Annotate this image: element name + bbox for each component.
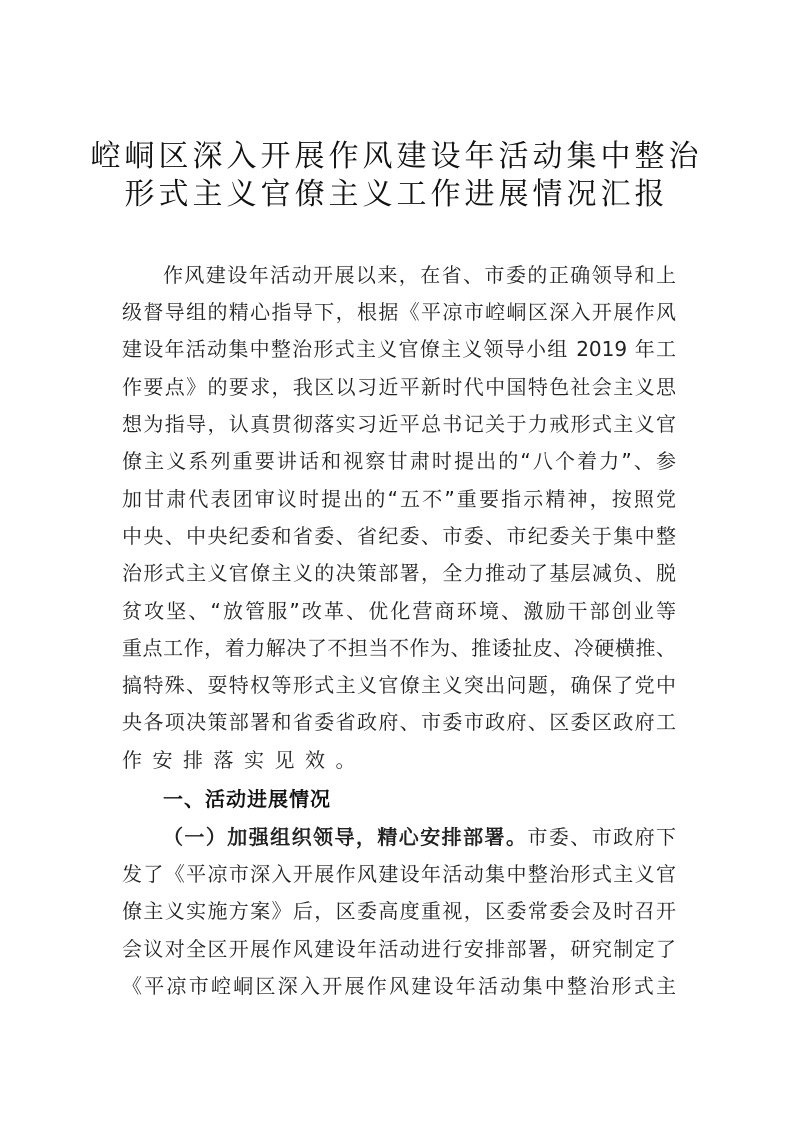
subsection-text: 市委、市政府下	[527, 825, 677, 849]
paragraph-line: 央各项决策部署和省委省政府、市委市政府、区委区政府工	[122, 710, 676, 734]
paragraph-line: 会议对全区开展作风建设年活动进行安排部署，研究制定了	[122, 937, 676, 961]
paragraph-line: 僚主义系列重要讲话和视察甘肃时提出的“八个着力”、参	[122, 449, 676, 473]
paragraph-line: 作风建设年活动开展以来，在省、市委的正确领导和上	[163, 263, 676, 287]
paragraph-line: 作安排落实见效。	[122, 748, 366, 772]
subsection-first-line	[163, 819, 676, 856]
paragraph-line: 建设年活动集中整治形式主义官僚主义领导小组 2019 年工	[122, 337, 676, 361]
paragraph-line: 治形式主义官僚主义的决策部署，全力推动了基层减负、脱	[122, 561, 676, 585]
paragraph-line: 加甘肃代表团审议时提出的“五不”重要指示精神，按照党	[122, 487, 676, 511]
paragraph-line: 贫攻坚、“放管服”改革、优化营商环境、激励干部创业等	[122, 599, 676, 623]
paragraph-line: 想为指导，认真贯彻落实习近平总书记关于力戒形式主义官	[122, 412, 676, 436]
paragraph-line: 重点工作，着力解决了不担当不作为、推诿扯皮、冷硬横推、	[122, 636, 676, 660]
document-title-line-2: 形式主义官僚主义工作进展情况汇报	[124, 177, 669, 212]
paragraph-line: 《平凉市崆峒区深入开展作风建设年活动集中整治形式主	[122, 974, 676, 998]
paragraph-line: 中央、中央纪委和省委、省纪委、市委、市纪委关于集中整	[122, 524, 676, 548]
paragraph-line: 僚主义实施方案》后，区委高度重视，区委常委会及时召开	[122, 899, 676, 923]
paragraph-line: 作要点》的要求，我区以习近平新时代中国特色社会主义思	[122, 375, 676, 399]
subsection-heading: （一）加强组织领导，精心安排部署。	[163, 825, 528, 849]
document-title-line-1: 崆峒区深入开展作风建设年活动集中整治	[90, 139, 703, 174]
paragraph-line: 发了《平凉市深入开展作风建设年活动集中整治形式主义官	[122, 862, 676, 886]
paragraph-line: 级督导组的精心指导下，根据《平凉市崆峒区深入开展作风	[122, 300, 676, 324]
paragraph-line: 搞特殊、耍特权等形式主义官僚主义突出问题，确保了党中	[122, 673, 676, 697]
section-heading: 一、活动进展情况	[163, 787, 331, 811]
